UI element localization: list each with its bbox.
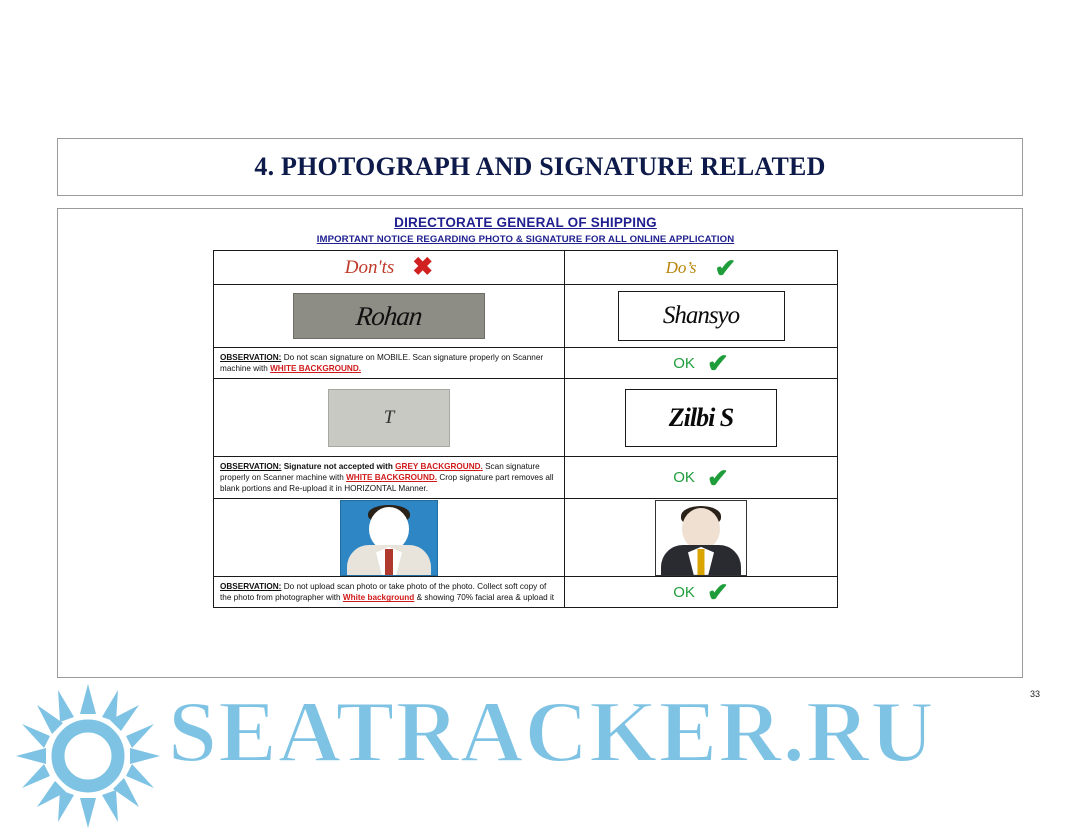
signature-text-1: Rohan [354, 300, 424, 331]
observation-part-2b: GREY BACKGROUND. [395, 462, 483, 472]
notice-subheading: IMPORTANT NOTICE REGARDING PHOTO & SIGNATURE FOR ALL ONLINE APPLICATION [316, 234, 735, 245]
observation-cell-3 [214, 577, 565, 607]
embedded-notice-image [204, 209, 847, 654]
observation-row-3 [214, 577, 837, 607]
watermark [0, 672, 1080, 834]
sample-row-3 [214, 499, 837, 577]
signature-cropped-sample [625, 389, 777, 447]
photo-tie-2 [698, 549, 705, 575]
observation-row-1 [214, 348, 837, 379]
good-sample-cell-1 [565, 285, 837, 347]
observation-cell-2 [214, 457, 565, 498]
signature-mobile-scan-sample [293, 293, 485, 339]
slide-body-box [57, 208, 1023, 678]
donts-label: Don'ts [344, 256, 395, 278]
slide-title-box [57, 138, 1023, 196]
observation-part-2c: Scan signature properly on Scanner machine with [220, 462, 540, 483]
observation-part-1a: Do not scan signature on MOBILE. Scan signature properly on Scanner machine with [220, 353, 544, 374]
observation-part-3b: White background [342, 593, 415, 603]
observation-part-2a: Signature not accepted with [281, 462, 396, 472]
bad-sample-cell-1 [214, 285, 565, 347]
notice-header [204, 209, 847, 245]
good-sample-cell-3 [565, 499, 837, 576]
photo-good-sample [655, 500, 747, 576]
dos-header-cell [565, 251, 837, 284]
observation-label-3: OBSERVATION: [220, 582, 282, 592]
observation-part-1b: WHITE BACKGROUND. [270, 364, 362, 374]
slide [57, 138, 1023, 678]
ok-cell-3 [565, 577, 837, 607]
watermark-text: SEATRACKER.RU [168, 684, 935, 781]
ok-label-2: OK [673, 469, 695, 487]
cross-icon: ✖ [412, 253, 434, 281]
donts-header-cell [214, 251, 565, 284]
signature-white-bg-sample [618, 291, 785, 341]
notice-heading: DIRECTORATE GENERAL OF SHIPPING [394, 215, 657, 230]
signature-text-4: Zilbi S [668, 402, 734, 432]
observation-label-2: OBSERVATION: [220, 462, 282, 472]
observation-row-2 [214, 457, 837, 499]
sample-row-2 [214, 379, 837, 457]
notice-table [213, 250, 838, 608]
page-number: 33 [1030, 689, 1041, 699]
photo-bad-sample [340, 500, 438, 576]
observation-part-2e: Crop signature part removes all blank portions and Re-upload it in HORIZONTAL Manner. [220, 473, 554, 494]
dos-label: Do’s [665, 257, 697, 277]
ok-cell-2 [565, 457, 837, 498]
bad-sample-cell-2 [214, 379, 565, 456]
observation-part-3a: Do not upload scan photo or take photo of the photo. Collect soft copy of the photo from photographer with [220, 582, 547, 603]
observation-cell-1 [214, 348, 565, 378]
table-header-row [214, 251, 837, 285]
ok-cell-1 [565, 348, 837, 378]
signature-text-3: T [383, 406, 395, 428]
check-icon: ✔ [714, 252, 737, 283]
sample-row-1 [214, 285, 837, 348]
observation-part-2d: WHITE BACKGROUND. [346, 473, 438, 483]
good-sample-cell-2 [565, 379, 837, 456]
photo-tie [385, 549, 393, 575]
check-icon-3: ✔ [706, 577, 729, 608]
observation-part-3c: & showing 70% facial area & upload it [414, 593, 555, 603]
photo-face-2 [682, 508, 720, 550]
sun-logo-icon [8, 684, 168, 834]
observation-label-1: OBSERVATION: [220, 353, 282, 362]
bad-sample-cell-3 [214, 499, 565, 576]
ok-label-3: OK [673, 583, 695, 601]
ok-label-1: OK [673, 354, 695, 372]
check-icon-1: ✔ [706, 348, 729, 379]
page-title: 4. PHOTOGRAPH AND SIGNATURE RELATED [254, 152, 826, 181]
signature-text-2: Shansyo [662, 302, 740, 329]
check-icon-2: ✔ [706, 462, 729, 493]
signature-grey-bg-sample [328, 389, 450, 447]
